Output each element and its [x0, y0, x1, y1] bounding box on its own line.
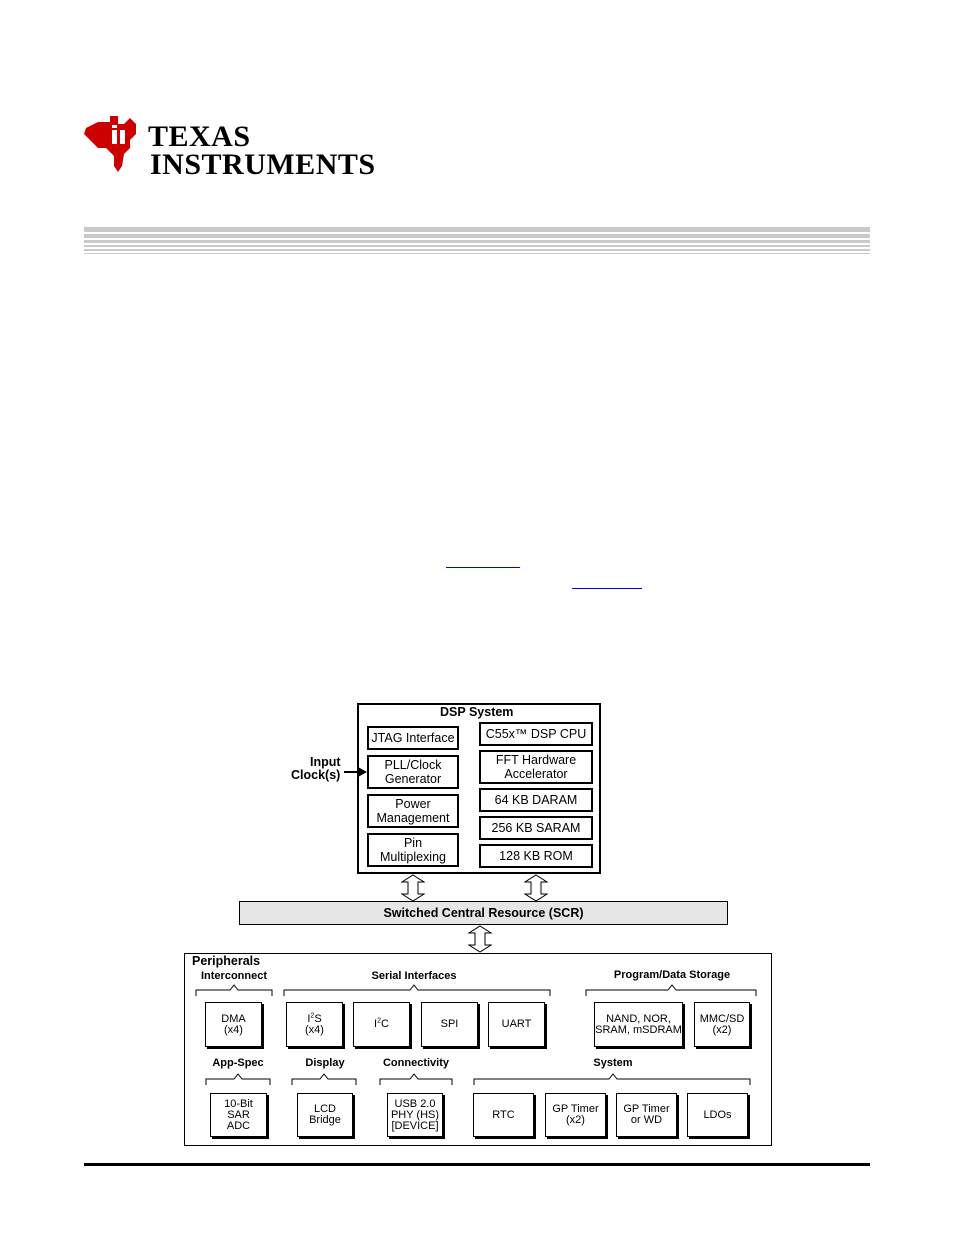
pin-multiplexing-block: Pin Multiplexing: [367, 833, 459, 867]
rtc-block: RTC: [473, 1093, 534, 1137]
ti-logo-mark-icon: [84, 116, 136, 172]
group-label-system: System: [593, 1057, 633, 1069]
usb-phy-block: USB 2.0 PHY (HS) [DEVICE]: [387, 1093, 443, 1137]
pll-clock-block: PLL/Clock Generator: [367, 755, 459, 789]
daram-block: 64 KB DARAM: [479, 788, 593, 812]
group-label-serial-interfaces: Serial Interfaces: [371, 970, 457, 982]
bidirectional-arrow-icon: [468, 925, 492, 953]
hyperlink-2[interactable]: [572, 588, 642, 589]
group-label-storage: Program/Data Storage: [613, 969, 731, 981]
i2s-block: $I^2S$ (x4): [286, 1002, 343, 1047]
gp-timer-wd-block: GP Timer or WD: [616, 1093, 677, 1137]
input-clock-label-1: Input: [310, 755, 341, 769]
input-clock-arrow-icon: [344, 766, 368, 778]
jtag-interface-block: JTAG Interface: [367, 726, 459, 750]
peripherals-title: Peripherals: [192, 954, 261, 968]
group-braces: [184, 983, 772, 1093]
hyperlink-1[interactable]: [446, 567, 520, 568]
group-label-display: Display: [305, 1057, 345, 1069]
gp-timer-block: GP Timer (x2): [545, 1093, 606, 1137]
group-label-interconnect: Interconnect: [200, 970, 268, 982]
footer-rule: [84, 1163, 870, 1166]
dma-block: DMA (x4): [205, 1002, 262, 1047]
ldo-block: LDOs: [687, 1093, 748, 1137]
nand-nor-block: NAND, NOR, SRAM, mSDRAM: [594, 1002, 683, 1047]
group-label-app-spec: App-Spec: [212, 1057, 264, 1069]
rom-block: 128 KB ROM: [479, 844, 593, 868]
spi-block: SPI: [421, 1002, 478, 1047]
mmc-sd-block: MMC/SD (x2): [694, 1002, 750, 1047]
lcd-bridge-block: LCD Bridge: [297, 1093, 353, 1137]
power-management-block: Power Management: [367, 794, 459, 828]
saram-block: 256 KB SARAM: [479, 816, 593, 840]
dsp-cpu-block: C55x™ DSP CPU: [479, 722, 593, 746]
adc-block: 10-Bit SAR ADC: [210, 1093, 267, 1137]
uart-block: UART: [488, 1002, 545, 1047]
bidirectional-arrow-icon: [524, 874, 548, 902]
bidirectional-arrow-icon: [401, 874, 425, 902]
scr-bus: Switched Central Resource (SCR): [239, 901, 728, 925]
group-label-connectivity: Connectivity: [382, 1057, 450, 1069]
fft-accelerator-block: FFT Hardware Accelerator: [479, 750, 593, 784]
logo-text-texas: TEXAS: [148, 120, 251, 153]
header-stripes: [84, 227, 870, 255]
input-clock-label-2: Clock(s): [291, 768, 341, 782]
i2c-block: $I^2C$: [353, 1002, 410, 1047]
dsp-system-title: DSP System: [440, 705, 514, 719]
logo-text-instruments: INSTRUMENTS: [150, 148, 376, 181]
